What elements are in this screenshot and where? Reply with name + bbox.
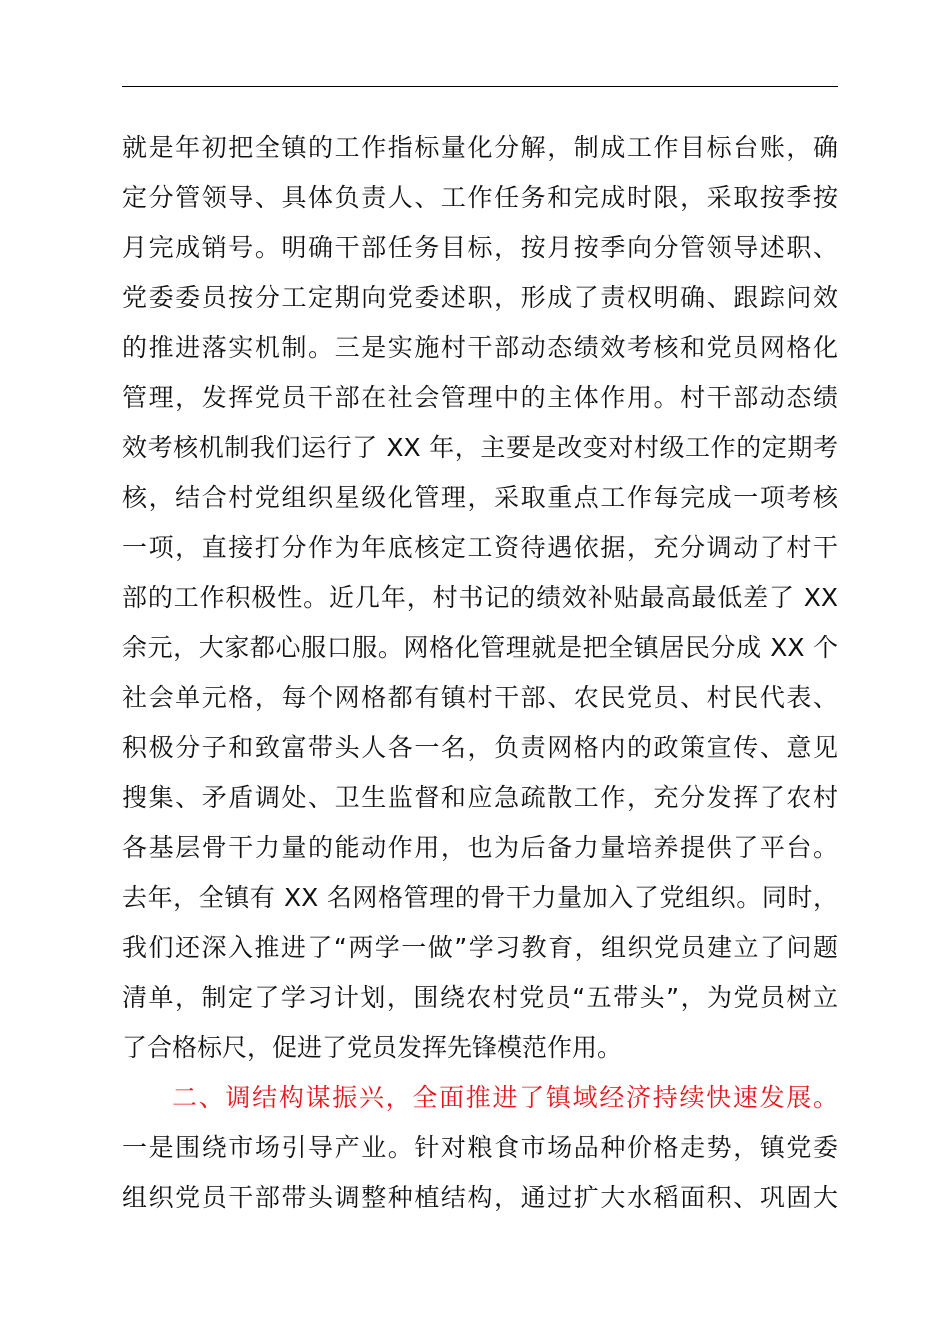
body-text-line: 管理，发挥党员干部在社会管理中的主体作用。村干部动态绩	[122, 383, 838, 412]
body-text-line: 月完成销号。明确干部任务目标，按月按季向分管领导述职、	[122, 233, 838, 262]
body-text-line: 清单，制定了学习计划，围绕农村党员“五带头”，为党员树立	[122, 983, 838, 1012]
body-text-line: 一是围绕市场引导产业。针对粮食市场品种价格走势，镇党委	[122, 1133, 838, 1162]
body-text-line: 的推进落实机制。三是实施村干部动态绩效考核和党员网格化	[122, 333, 838, 362]
body-text-line: 就是年初把全镇的工作指标量化分解，制成工作目标台账，确	[122, 133, 838, 162]
body-text-line: 组织党员干部带头调整种植结构，通过扩大水稻面积、巩固大	[122, 1183, 838, 1212]
body-text-line: 部的工作积极性。近几年，村书记的绩效补贴最高最低差了 XX	[122, 583, 838, 612]
body-text-line: 各基层骨干力量的能动作用，也为后备力量培养提供了平台。	[122, 833, 838, 862]
body-text-line: 了合格标尺，促进了党员发挥先锋模范作用。	[122, 1033, 623, 1062]
body-text-line: 去年，全镇有 XX 名网格管理的骨干力量加入了党组织。同时，	[122, 883, 838, 912]
section-heading: 二、调结构谋振兴，全面推进了镇域经济持续快速发展。	[172, 1083, 838, 1112]
body-text-line: 社会单元格，每个网格都有镇村干部、农民党员、村民代表、	[122, 683, 838, 712]
body-text-line: 核，结合村党组织星级化管理，采取重点工作每完成一项考核	[122, 483, 838, 512]
header-rule	[122, 86, 838, 87]
body-text-line: 党委委员按分工定期向党委述职，形成了责权明确、跟踪问效	[122, 283, 838, 312]
body-text-line: 定分管领导、具体负责人、工作任务和完成时限，采取按季按	[122, 183, 838, 212]
body-text-line: 积极分子和致富带头人各一名，负责网格内的政策宣传、意见	[122, 733, 838, 762]
body-text-line: 我们还深入推进了“两学一做”学习教育，组织党员建立了问题	[122, 933, 838, 962]
body-text-line: 一项，直接打分作为年底核定工资待遇依据，充分调动了村干	[122, 533, 838, 562]
body-text-line: 余元，大家都心服口服。网格化管理就是把全镇居民分成 XX 个	[122, 633, 838, 662]
body-text-line: 搜集、矛盾调处、卫生监督和应急疏散工作，充分发挥了农村	[122, 783, 838, 812]
body-text-line: 效考核机制我们运行了 XX 年，主要是改变对村级工作的定期考	[122, 433, 838, 462]
